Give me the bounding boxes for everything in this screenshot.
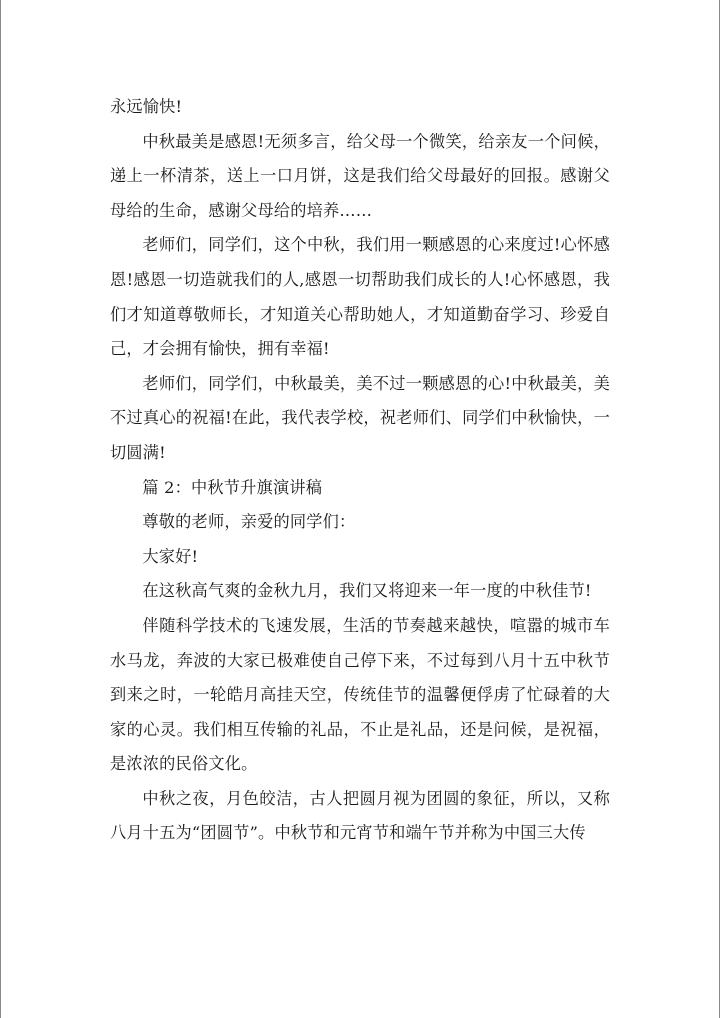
paragraph-gratitude: 中秋最美是感恩!无须多言，给父母一个微笑，给亲友一个问候，递上一杯清茶，送上一口月饼，这是我们给父母最好的回报。感谢父母给的生命，感谢父母给的培养…… <box>110 131 610 220</box>
page-left-border <box>0 0 1 1018</box>
paragraph-reunion: 中秋之夜，月色皎洁，古人把圆月视为团圆的象征，所以，又称八月十五为“团圆节”。中秋节和元宵节和端午节并称为中国三大传 <box>110 788 610 843</box>
section-heading: 篇 2：中秋节升旗演讲稿 <box>142 477 323 497</box>
paragraph-blessing: 老师们，同学们，中秋最美，美不过一颗感恩的心!中秋最美，美不过真心的祝福!在此，我代表学校，祝老师们、同学们中秋愉快，一切圆满! <box>110 373 610 462</box>
paragraph-modern-life: 伴随科学技术的飞速发展，生活的节奏越来越快，喧嚣的城市车水马龙，奔波的大家已极难使自己停下来，不过每到八月十五中秋节到来之时，一轮皓月高挂天空，传统佳节的温馨便俘虏了忙碌着的大家的心灵。我们相互传输的礼品，不止是礼品，还是问候，是祝福，是浓浓的民俗文化。 <box>110 615 610 774</box>
paragraph-closing-line: 永远愉快! <box>110 97 183 116</box>
paragraph-salutation: 尊敬的老师，亲爱的同学们： <box>142 512 356 532</box>
paragraph-teachers-students: 老师们，同学们，这个中秋，我们用一颗感恩的心来度过!心怀感恩!感恩一切造就我们的人,感恩一切帮助我们成长的人!心怀感恩，我们才知道尊敬师长，才知道关心帮助她人，才知道勤奋学习、珍爱自己，才会拥有愉快，拥有幸福! <box>110 235 610 359</box>
paragraph-autumn: 在这秋高气爽的金秋九月，我们又将迎来一年一度的中秋佳节! <box>142 581 592 601</box>
document-body <box>110 90 610 851</box>
paragraph-greeting: 大家好! <box>142 546 199 566</box>
